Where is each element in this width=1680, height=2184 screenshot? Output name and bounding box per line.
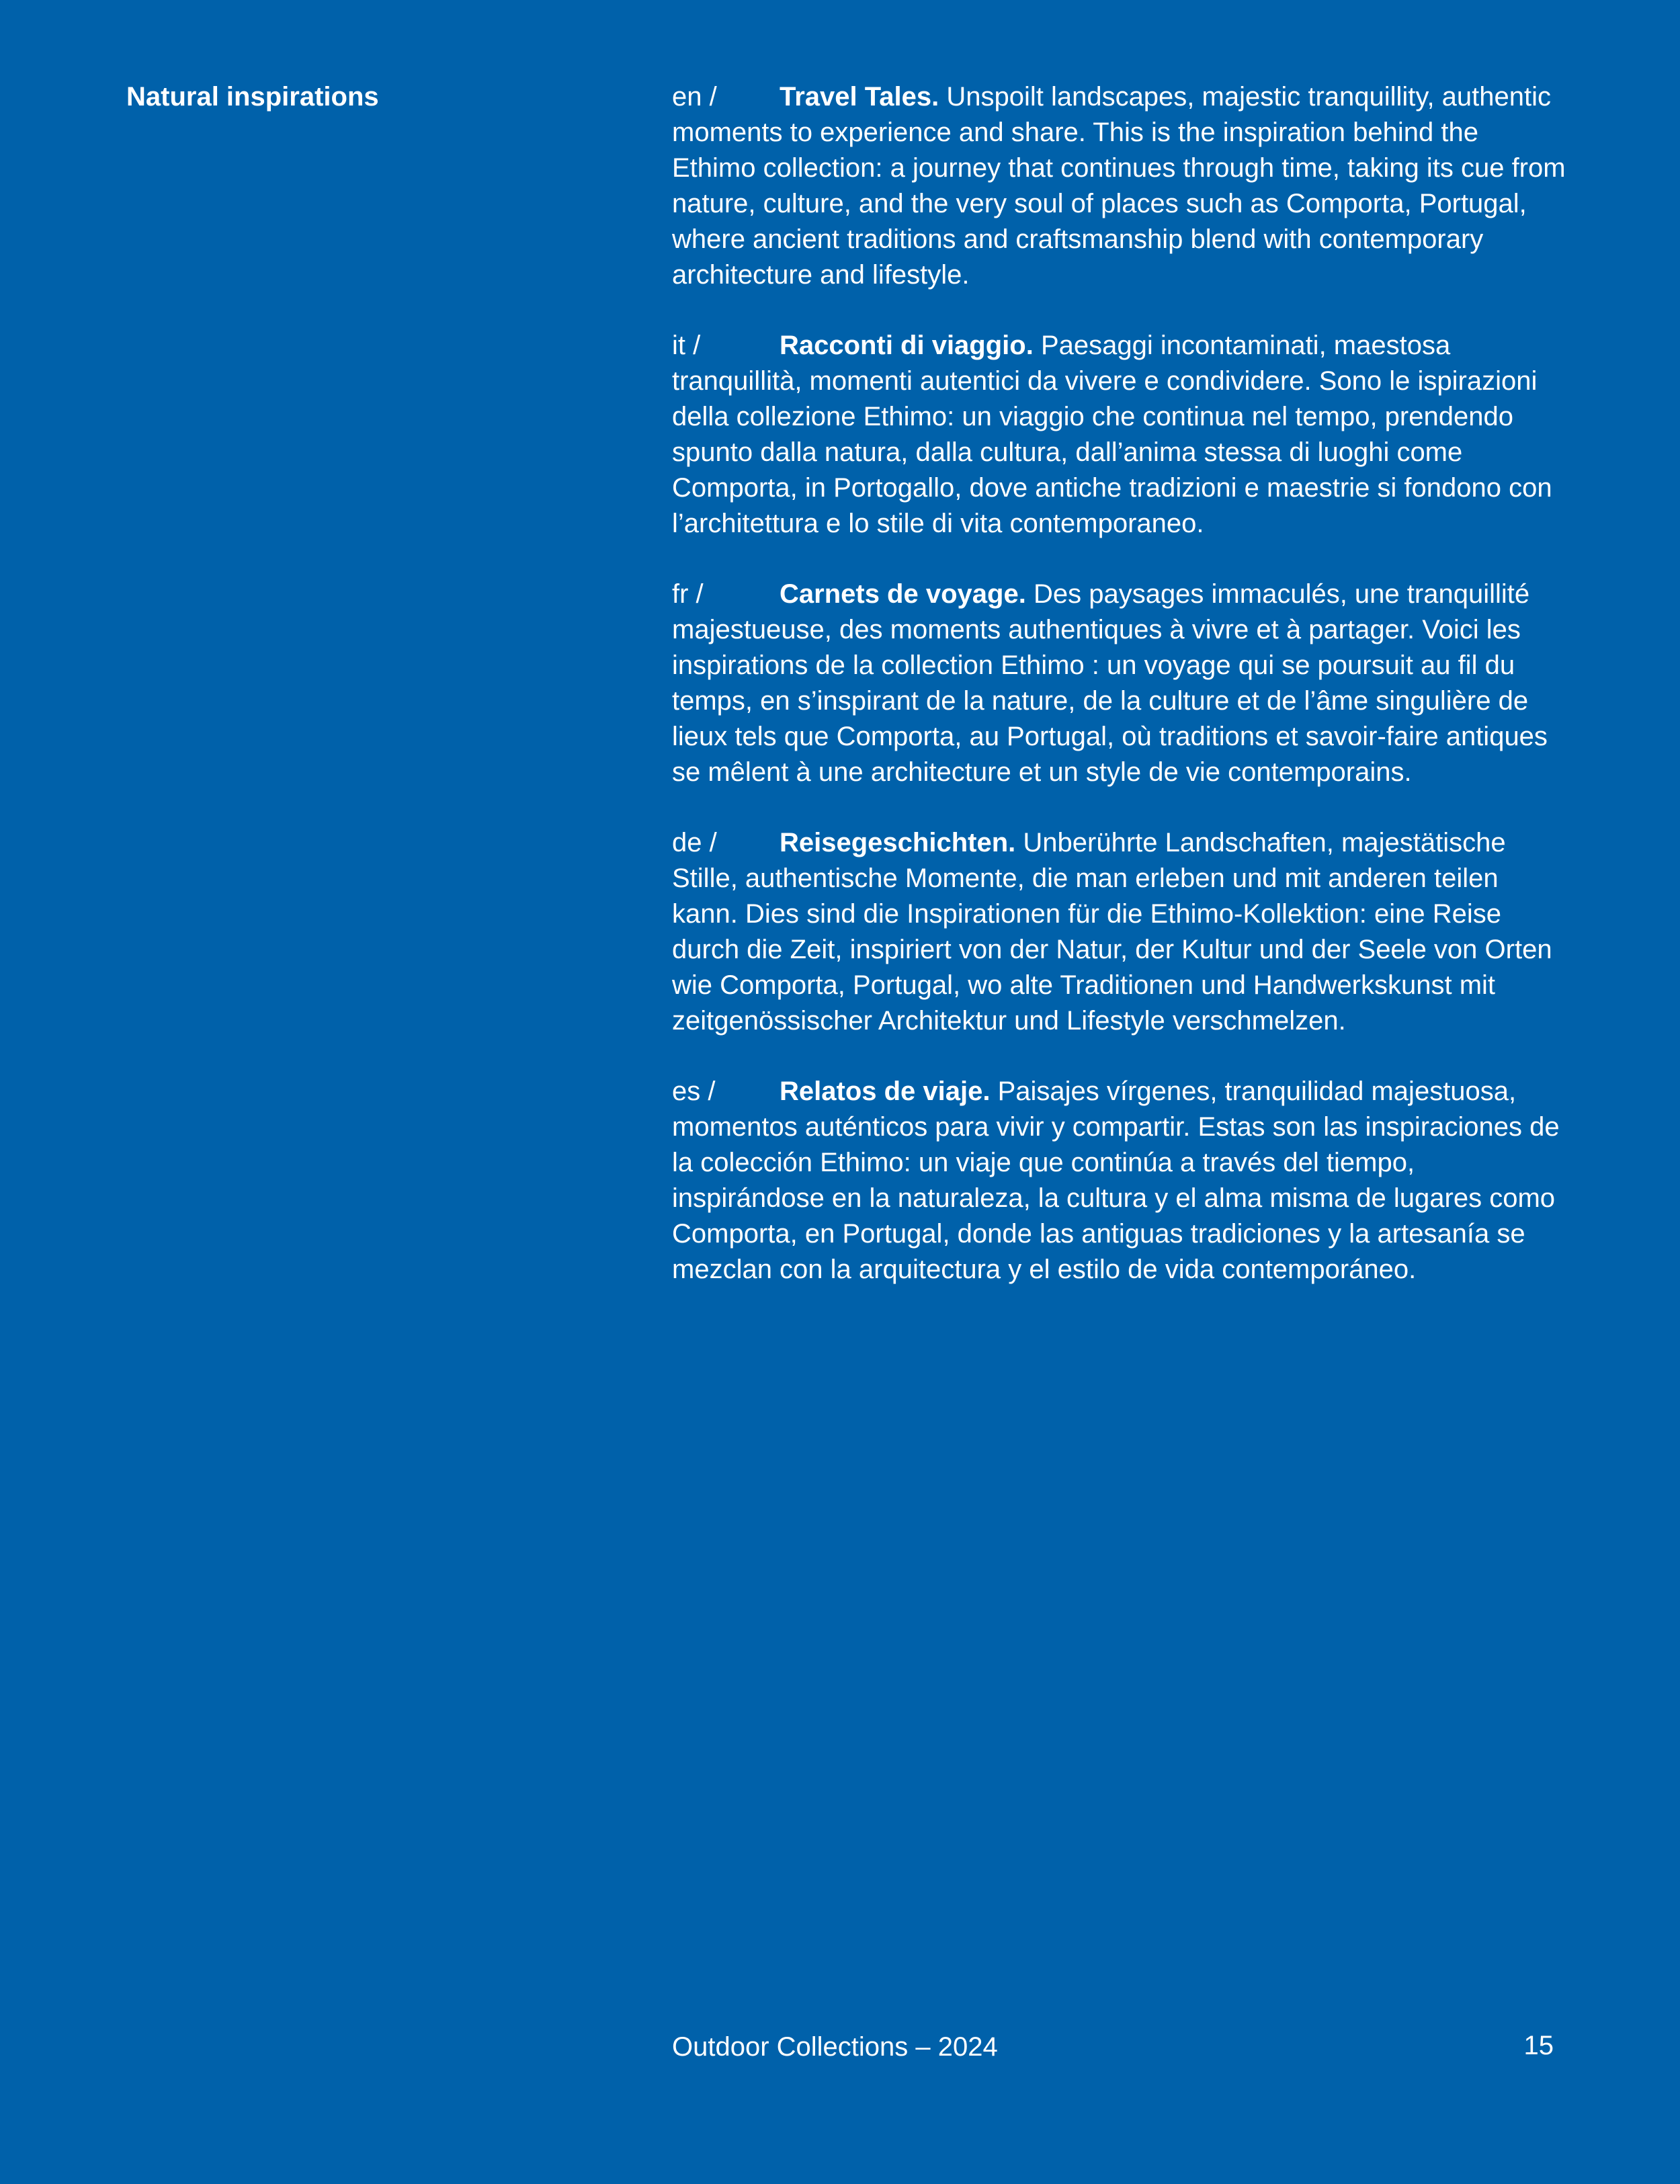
language-code: de /	[672, 828, 717, 857]
text-block-de	[672, 825, 1566, 1039]
block-heading: Relatos de viaje.	[780, 1077, 991, 1106]
language-code: es /	[672, 1077, 716, 1106]
footer-publication-title: Outdoor Collections – 2024	[672, 2032, 998, 2062]
multilingual-text-column	[672, 79, 1566, 1322]
block-heading: Reisegeschichten.	[780, 828, 1016, 857]
block-body: Des paysages immaculés, une tranquillité majestueuse, des moments authentiques à vivre et à partager. Voici les inspirations de la collection Ethimo : un voyage qui se poursuit au fil du temps, en s’inspirant de la nature, de la culture et de l’âme singulière de lieux tels que Comporta, au Portugal, où traditions et savoir-faire antiques se mêlent à une architecture et un style de vie contemporains.	[672, 579, 1548, 787]
text-block-fr	[672, 577, 1566, 790]
block-body: Unberührte Landschaften, majestätische Stille, authentische Momente, die man erleben und mit anderen teilen kann. Dies sind die Inspirationen für die Ethimo-Kollektion: eine Reise durch die Zeit, inspiriert von der Natur, der Kultur und der Seele von Orten wie Comporta, Portugal, wo alte Traditionen und Handwerkskunst mit zeitgenössischer Architektur und Lifestyle verschmelzen.	[672, 828, 1552, 1036]
section-title: Natural inspirations	[126, 82, 379, 112]
text-block-it	[672, 328, 1566, 542]
language-code: en /	[672, 82, 717, 112]
page-number: 15	[1523, 2031, 1554, 2060]
text-block-en	[672, 79, 1566, 293]
block-body: Paisajes vírgenes, tranquilidad majestuosa, momentos auténticos para vivir y compartir. Estas son las inspiraciones de la colección Ethimo: un viaje que continúa a través del tiempo, inspirándose en la naturaleza, la cultura y el alma misma de lugares como Comporta, en Portugal, donde las antiguas tradiciones y la artesanía se mezclan con la arquitectura y el estilo de vida contemporáneo.	[672, 1077, 1560, 1284]
block-body: Paesaggi incontaminati, maestosa tranquillità, momenti autentici da vivere e condividere. Sono le ispirazioni della collezione Ethimo: un viaggio che continua nel tempo, prendendo spunto dalla natura, dalla cultura, dall’anima stessa di luoghi come Comporta, in Portogallo, dove antiche tradizioni e maestrie si fondono con l’architettura e lo stile di vita contemporaneo.	[672, 331, 1552, 538]
block-body: Unspoilt landscapes, majestic tranquillity, authentic moments to experience and share. This is the inspiration behind the Ethimo collection: a journey that continues through time, taking its cue from nature, culture, and the very soul of places such as Comporta, Portugal, where ancient traditions and craftsmanship blend with contemporary architecture and lifestyle.	[672, 82, 1566, 290]
block-heading: Travel Tales.	[780, 82, 939, 112]
block-heading: Carnets de voyage.	[780, 579, 1026, 609]
language-code: it /	[672, 331, 701, 360]
text-block-es	[672, 1074, 1566, 1288]
block-heading: Racconti di viaggio.	[780, 331, 1034, 360]
language-code: fr /	[672, 579, 704, 609]
